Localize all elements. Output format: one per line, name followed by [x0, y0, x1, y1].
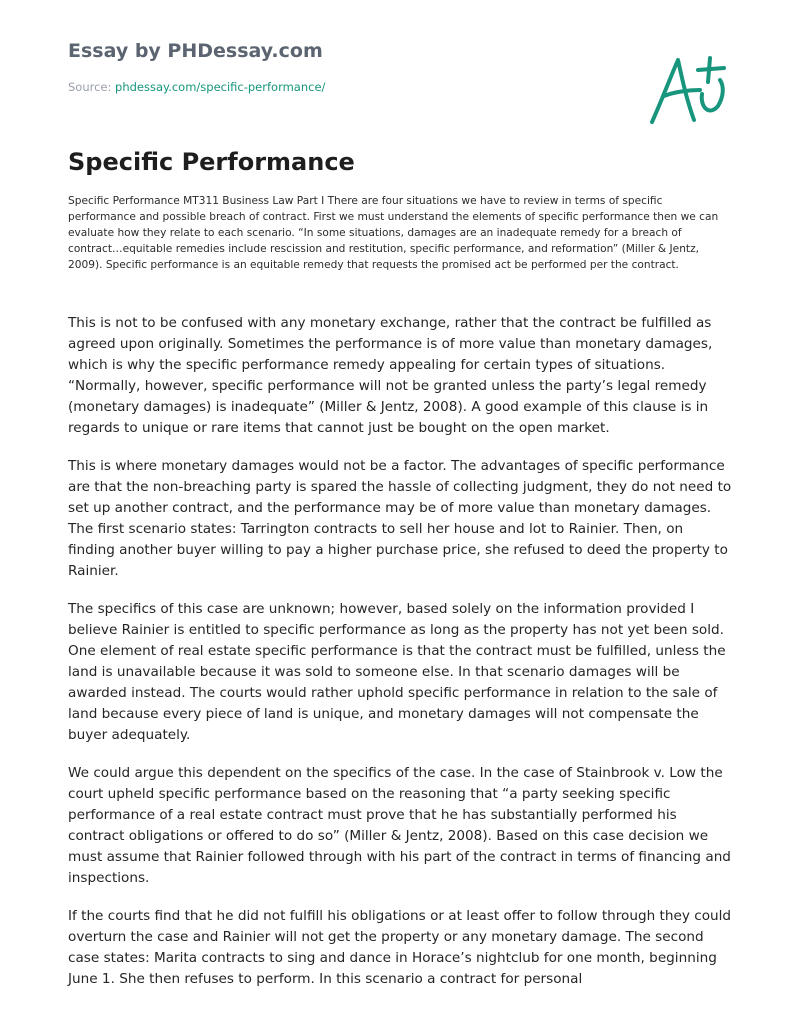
- a-plus-logo-icon: [644, 50, 734, 130]
- source-link[interactable]: phdessay.com/specific-performance/: [115, 80, 326, 94]
- body-paragraph: This is where monetary damages would not be a factor. The advantages of specific performance are that the non-breaching party is spared the hassle of collecting judgment, they do not need to set up another contract, and the performance may be of more value than monetary damages. The first scenario states: Tarrington contracts to sell her house and lot to Rainier. Then, on finding another buyer willing to pay a higher purchase price, she refused to deed the property to Rainier.: [68, 458, 732, 579]
- site-title: Essay by PHDessay.com: [68, 40, 323, 62]
- body-paragraph: The specifics of this case are unknown; however, based solely on the information provided I believe Rainier is entitled to specific performance as long as the property has not yet been sold. One element of real estate specific performance is that the contract must be fulfilled, unless the land is unavailable because it was sold to someone else. In that scenario damages will be awarded instead. The courts would rather uphold specific performance in relation to the sale of land because every piece of land is unique, and monetary damages will not compensate the buyer adequately.: [68, 601, 726, 743]
- document-title: Specific Performance: [68, 148, 355, 176]
- body-paragraph: If the courts find that he did not fulfill his obligations or at least offer to follow through they could overturn the case and Rainier will not get the property or any monetary damage. The second case states: Marita contracts to sing and dance in Horace’s nightclub for one month, beginning June 1. She then refuses to perform. In this scenario a contract for personal: [68, 908, 732, 987]
- source-label: Source:: [68, 80, 112, 94]
- intro-paragraph: Specific Performance MT311 Business Law Part I There are four situations we have to review in terms of specific performance and possible breach of contract. First we must understand the elements of specific performance then we can evaluate how they relate to each scenario. “In some situations, damages are an inadequate remedy for a breach of contract…equitable remedies include rescission and restitution, specific performance, and reformation” (Miller & Jentz, 2009). Specific performance is an equitable remedy that requests the promised act be performed per the contract.: [68, 195, 719, 271]
- essay-body: [68, 313, 732, 1007]
- source-line: [68, 80, 325, 94]
- body-paragraph: This is not to be confused with any monetary exchange, rather that the contract be fulfilled as agreed upon originally. Sometimes the performance is of more value than monetary damages, which is why the specific performance remedy appealing for certain types of situations. “Normally, however, specific performance will not be granted unless the party’s legal remedy (monetary damages) is inadequate” (Miller & Jentz, 2008). A good example of this clause is in regards to unique or rare items that cannot just be bought on the open market.: [68, 315, 713, 436]
- body-paragraph: We could argue this dependent on the specifics of the case. In the case of Stainbrook v. Low the court upheld specific performance based on the reasoning that “a party seeking specific performance of a real estate contract must prove that he has substantially performed his contract obligations or offered to do so” (Miller & Jentz, 2008). Based on this case decision we must assume that Rainier followed through with his part of the contract in terms of financing and inspections.: [68, 765, 731, 886]
